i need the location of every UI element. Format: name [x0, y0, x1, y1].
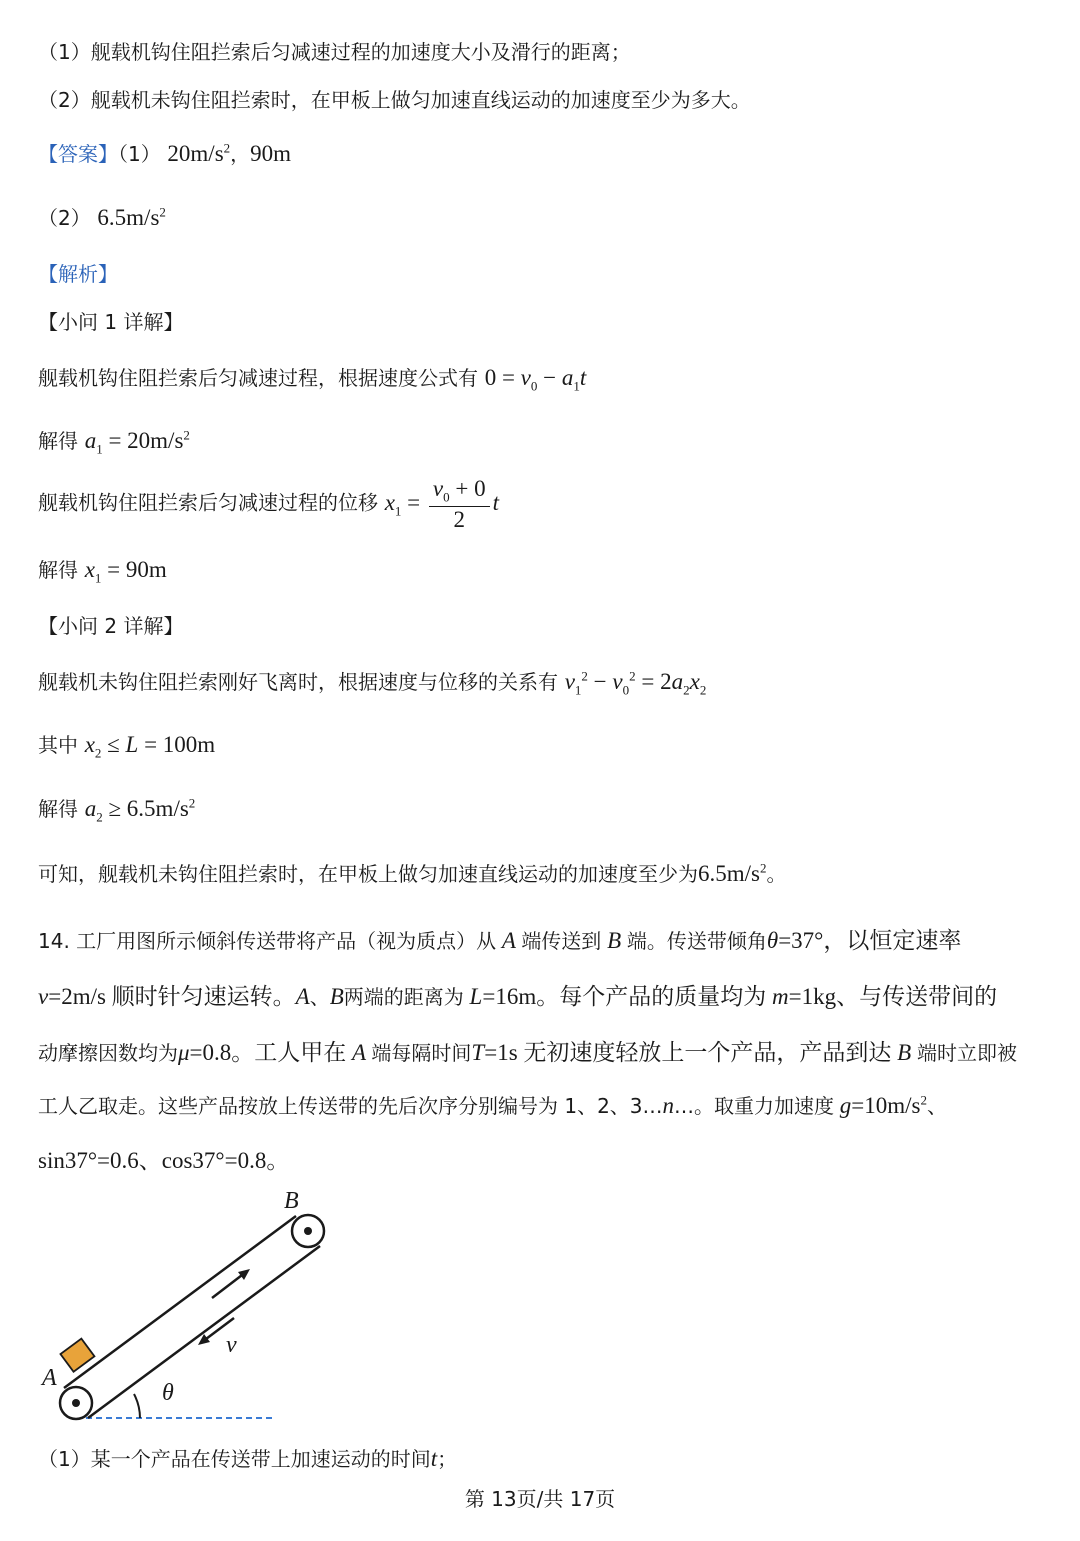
q14-sub1: （1）某一个产品在传送带上加速运动的时间t；	[38, 1446, 458, 1471]
p2-line2: 其中 $x_2 \le L = 100m$	[38, 732, 216, 761]
eq-a2: $a_2 \ge 6.5m/s^2$	[84, 795, 196, 825]
eq-x1-result: $x_1 = 90m$	[84, 557, 167, 586]
analysis-tag: 【解析】	[38, 262, 118, 286]
answer2-value: $6.5m/s^2$	[97, 204, 166, 230]
label-b: B	[284, 1188, 299, 1214]
p1-line4: 解得 $x_1 = 90m$	[38, 557, 167, 586]
part2-title: 【小问 2 详解】	[38, 614, 184, 638]
eq-v-x-relation: $v_1^2 - v_0^2 = 2a_2x_2$	[564, 668, 707, 698]
product-block	[60, 1339, 94, 1372]
page-footer: 第 13页/共 17页	[464, 1487, 616, 1511]
q14-line2: v=2m/s 顺时针匀速运转。A、B两端的距离为 L=16m。每个产品的质量均为 m=1kg、与传送带间的	[38, 984, 998, 1009]
pulley-a-axle	[72, 1399, 80, 1407]
g-value: $=10m/s^2$	[851, 1092, 927, 1118]
q13-sub2: （2）舰载机未钩住阻拦索时，在甲板上做匀加速直线运动的加速度至少为多大。	[38, 88, 751, 112]
label-theta: θ	[162, 1380, 174, 1406]
eq-velocity: $0 = v_0 - a_1t$	[484, 365, 587, 394]
angle-arc	[134, 1394, 140, 1418]
answer1-value: $20m/s^2$	[167, 140, 231, 166]
answer-line-2	[38, 202, 166, 231]
q13-sub1: （1）舰载机钩住阻拦索后匀减速过程的加速度大小及滑行的距离；	[38, 40, 631, 64]
eq-a1: $a_1 = 20m/s^2$	[84, 427, 190, 457]
q14-line4: 工人乙取走。这些产品按放上传送带的先后次序分别编号为 1、2、3…n…。取重力加速度 $g=10m/s^2$、	[38, 1092, 947, 1118]
p2-line3: 解得 $a_2 \ge 6.5m/s^2$	[38, 795, 196, 825]
answer2-prefix: （2）	[38, 206, 91, 230]
eq-x1: $x_1$ = $\frac{v_0 + 0}{2}$ t	[384, 476, 499, 532]
pulley-b-axle	[304, 1227, 312, 1235]
answer-tag: 【答案】	[38, 142, 118, 166]
q14-line3: 动摩擦因数均为μ=0.8。工人甲在 A 端每隔时间T=1s 无初速度轻放上一个产品，产品到达 B 端时立即被	[38, 1040, 1017, 1065]
p1-line3: 舰载机钩住阻拦索后匀减速过程的位移 $x_1$ = $\frac{v_0 + 0}{2}$ t	[38, 476, 499, 532]
q14-line5: sin37°=0.6、cos37°=0.8。	[38, 1148, 290, 1173]
conveyor-belt-figure	[40, 1180, 340, 1430]
answer-line-1	[38, 138, 291, 167]
answer1-prefix: （1）	[118, 142, 161, 166]
belt-upper-edge	[64, 1216, 296, 1388]
part1-title: 【小问 1 详解】	[38, 310, 184, 334]
p2-line1: 舰载机未钩住阻拦索刚好飞离时，根据速度与位移的关系有 $v_1^2 - v_0^2 = 2a_2x_2$	[38, 668, 707, 698]
answer1-distance: 90m	[250, 141, 292, 166]
p1-line2: 解得 $a_1 = 20m/s^2$	[38, 427, 190, 457]
q14-line1: 14. 工厂用图所示倾斜传送带将产品（视为质点）从 A 端传送到 B 端。传送带倾角θ=37°，以恒定速率	[38, 928, 962, 953]
label-v: v	[226, 1332, 237, 1358]
belt-lower-edge	[88, 1246, 320, 1418]
answer1-separator: ，	[230, 142, 251, 166]
p1-line1: 舰载机钩住阻拦索后匀减速过程，根据速度公式有 $0 = v_0 - a_1t$	[38, 365, 587, 394]
p2-line4: 可知，舰载机未钩住阻拦索时，在甲板上做匀加速直线运动的加速度至少为$6.5m/s^2$。	[38, 860, 787, 886]
eq-a2-final: $6.5m/s^2$	[698, 860, 767, 886]
label-a: A	[42, 1365, 57, 1391]
eq-x2: $x_2 \le L = 100m$	[84, 732, 216, 761]
